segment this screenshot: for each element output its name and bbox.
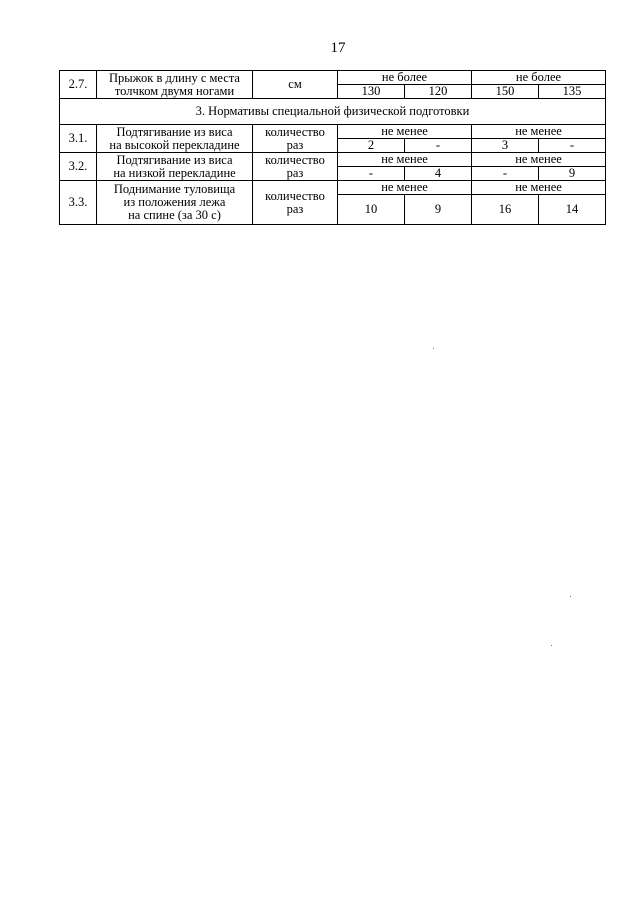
scan-speck [551,645,552,646]
value-cell: 3 [472,139,539,153]
group-label: не менее [338,125,472,139]
unit-cell: см [253,71,338,99]
value-cell: - [338,167,405,181]
row-number: 2.7. [60,71,97,99]
value-cell: 2 [338,139,405,153]
group-label: не менее [472,181,606,195]
value-cell: 4 [405,167,472,181]
scan-speck [570,596,571,597]
group-label: не более [472,71,606,85]
table-row [60,125,606,139]
section-header-row [60,99,606,125]
page-number: 17 [330,40,346,56]
table-row [60,181,606,195]
value-cell: 16 [472,195,539,225]
value-cell: 150 [472,85,539,99]
value-cell: 10 [338,195,405,225]
value-cell: - [405,139,472,153]
value-cell: 14 [539,195,606,225]
unit-cell: количество раз [253,181,338,225]
row-number: 3.1. [60,125,97,153]
group-label: не менее [472,153,606,167]
value-cell: - [472,167,539,181]
value-cell: 120 [405,85,472,99]
value-cell: - [539,139,606,153]
value-cell: 135 [539,85,606,99]
scan-speck [433,348,434,349]
section-title: 3. Нормативы специальной физической подготовки [60,99,606,125]
value-cell: 130 [338,85,405,99]
value-cell: 9 [405,195,472,225]
group-label: не менее [338,181,472,195]
norms-table [59,70,606,225]
value-cell: 9 [539,167,606,181]
table-row [60,153,606,167]
group-label: не более [338,71,472,85]
exercise-name: Подтягивание из виса на низкой перекладине [97,153,253,181]
row-number: 3.3. [60,181,97,225]
group-label: не менее [338,153,472,167]
unit-cell: количество раз [253,125,338,153]
row-number: 3.2. [60,153,97,181]
exercise-name: Прыжок в длину с места толчком двумя ногами [97,71,253,99]
exercise-name: Поднимание туловища из положения лежа на спине (за 30 с) [97,181,253,225]
unit-cell: количество раз [253,153,338,181]
exercise-name: Подтягивание из виса на высокой перекладине [97,125,253,153]
table-row [60,71,606,85]
group-label: не менее [472,125,606,139]
